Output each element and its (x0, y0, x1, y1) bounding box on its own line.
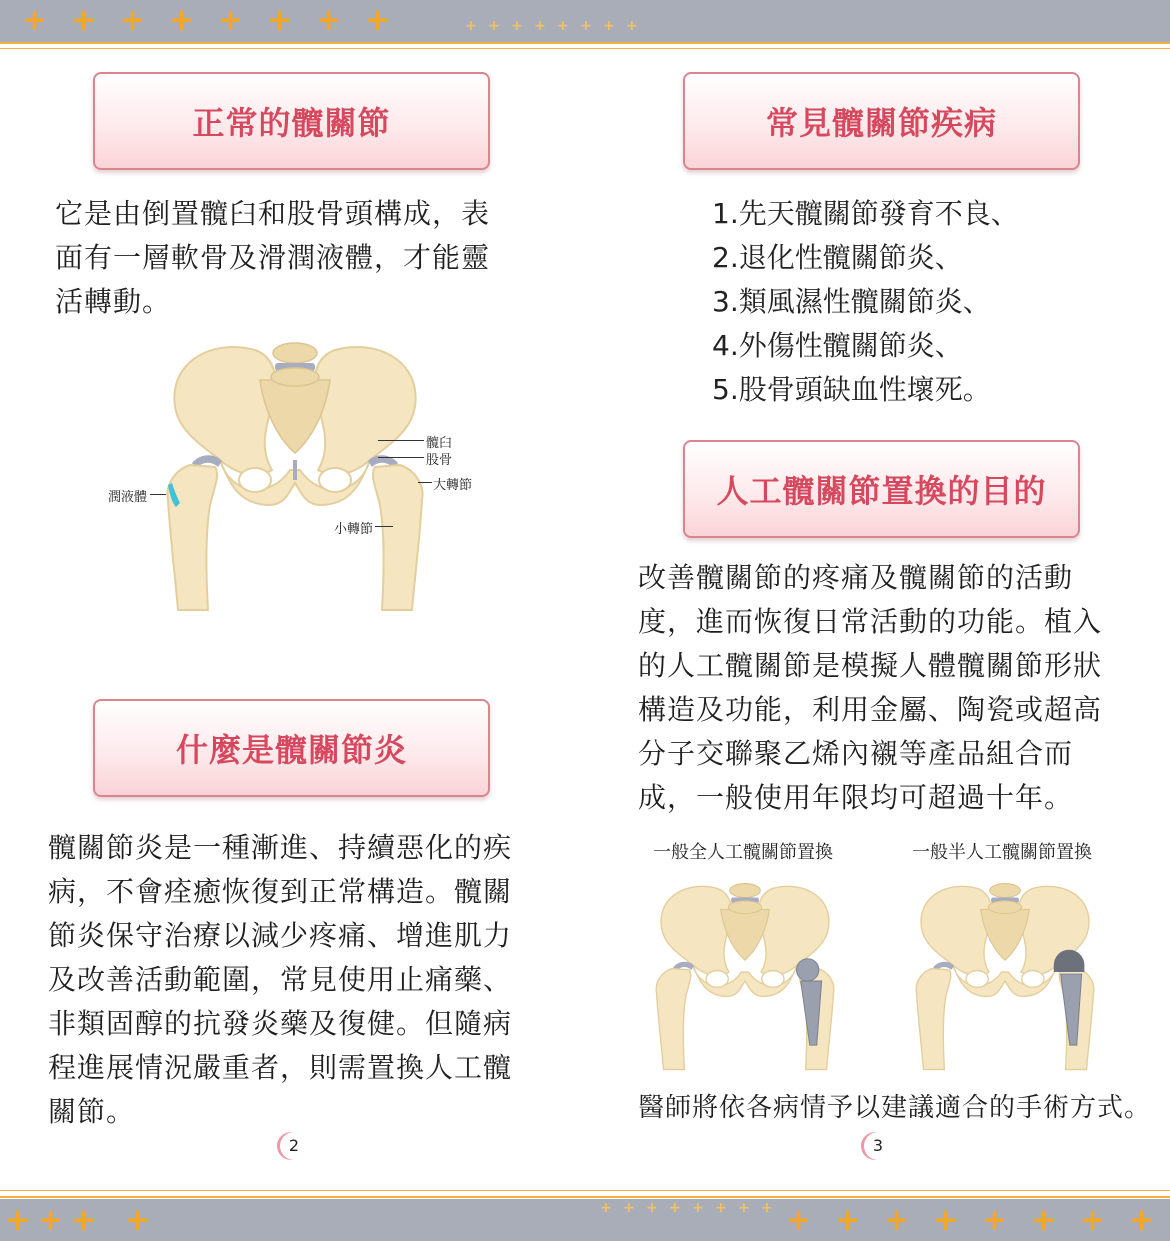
normal-hip-text: 它是由倒置髖臼和股骨頭構成，表 面有一層軟骨及滑潤液體，才能靈 活轉動。 (55, 197, 491, 318)
plus-ornament: + (488, 18, 500, 34)
plus-ornament: + (125, 1203, 151, 1238)
plus-ornament: + (71, 1203, 97, 1238)
top-rule-thin (0, 48, 1170, 49)
plus-ornament: + (1129, 1203, 1155, 1238)
plus-ornament: + (365, 3, 391, 38)
plus-ornament: + (169, 3, 195, 38)
plus-ornament: + (692, 1200, 704, 1216)
plus-ornament: + (1031, 1203, 1057, 1238)
heading-normal-hip: 正常的髖關節 (93, 72, 490, 170)
closing-text: 醫師將依各病情予以建議適合的手術方式。 (638, 1093, 1152, 1123)
label-acetabulum: 髖臼 (426, 436, 453, 451)
leader-lesser-trochanter (375, 526, 393, 527)
leader-acetabulum (378, 440, 424, 441)
plus-ornament: + (267, 3, 293, 38)
plus-ornament: + (534, 18, 546, 34)
plus-ornament: + (761, 1200, 773, 1216)
disease-item: 5.股骨頭缺血性壞死。 (712, 373, 991, 406)
disease-list (712, 192, 1019, 412)
pelvis-illustration (160, 335, 430, 615)
top-rule (0, 42, 1170, 44)
plus-ornament: + (218, 3, 244, 38)
total-replacement-illustration (650, 878, 840, 1073)
label-femur: 股骨 (426, 453, 453, 468)
plus-ornament: + (933, 1203, 959, 1238)
plus-ornament: + (580, 18, 592, 34)
plus-ornament: + (71, 3, 97, 38)
heading-arthritis: 什麼是髖關節炎 (93, 699, 490, 797)
plus-ornament: + (22, 3, 48, 38)
label-lesser-trochanter: 小轉節 (334, 522, 374, 537)
bottom-rule (0, 1196, 1170, 1198)
plus-ornament: + (835, 1203, 861, 1238)
plus-ornament: + (603, 18, 615, 34)
plus-ornament: + (465, 18, 477, 34)
plus-ornament: + (1080, 1203, 1106, 1238)
page-number-left: 2 (280, 1132, 308, 1160)
plus-ornament: + (738, 1200, 750, 1216)
plus-ornament: + (982, 1203, 1008, 1238)
leader-greater-trochanter (418, 482, 432, 483)
plus-ornament: + (623, 1200, 635, 1216)
plus-ornament: + (626, 18, 638, 34)
bottom-rule-thin (0, 1190, 1170, 1191)
label-synovial-fluid: 潤液體 (108, 490, 148, 505)
plus-ornament: + (786, 1203, 812, 1238)
disease-item: 1.先天髖關節發育不良、 (712, 197, 1019, 230)
half-replacement-illustration (910, 878, 1100, 1073)
heading-diseases: 常見髖關節疾病 (683, 72, 1080, 170)
disease-item: 4.外傷性髖關節炎、 (712, 329, 963, 362)
plus-ornament: + (715, 1200, 727, 1216)
plus-ornament: + (316, 3, 342, 38)
page-number-right: 3 (864, 1132, 892, 1160)
disease-item: 2.退化性髖關節炎、 (712, 241, 963, 274)
label-greater-trochanter: 大轉節 (433, 478, 473, 493)
plus-ornament: + (38, 1203, 64, 1238)
caption-total-replacement: 一般全人工髖關節置換 (653, 842, 833, 863)
purpose-text: 改善髖關節的疼痛及髖關節的活動 度，進而恢復日常活動的功能。植入 的人工髖關節是模擬人體髖關節形狀 構造及功能，利用金屬、陶瓷或超高 分子交聯聚乙烯內襯等產品組合而 成，一般使用年限均可超過十年。 (638, 561, 1103, 814)
disease-item: 3.類風濕性髖關節炎、 (712, 285, 991, 318)
plus-ornament: + (557, 18, 569, 34)
arthritis-text: 髖關節炎是一種漸進、持續惡化的疾 病，不會痊癒恢復到正常構造。髖關 節炎保守治療以減少疼痛、增進肌力 及改善活動範圍，常見使用止痛藥、 非類固醇的抗發炎藥及復健。但隨病 程進展情況嚴重者，則需置換人工髖 關節。 (48, 831, 513, 1128)
plus-ornament: + (646, 1200, 658, 1216)
plus-ornament: + (511, 18, 523, 34)
leader-femur (378, 457, 424, 458)
heading-purpose: 人工髖關節置換的目的 (683, 440, 1080, 538)
plus-ornament: + (669, 1200, 681, 1216)
leader-synovial-fluid (150, 494, 166, 495)
plus-ornament: + (5, 1203, 31, 1238)
plus-ornament: + (120, 3, 146, 38)
caption-half-replacement: 一般半人工髖關節置換 (912, 842, 1092, 863)
plus-ornament: + (600, 1200, 612, 1216)
plus-ornament: + (884, 1203, 910, 1238)
